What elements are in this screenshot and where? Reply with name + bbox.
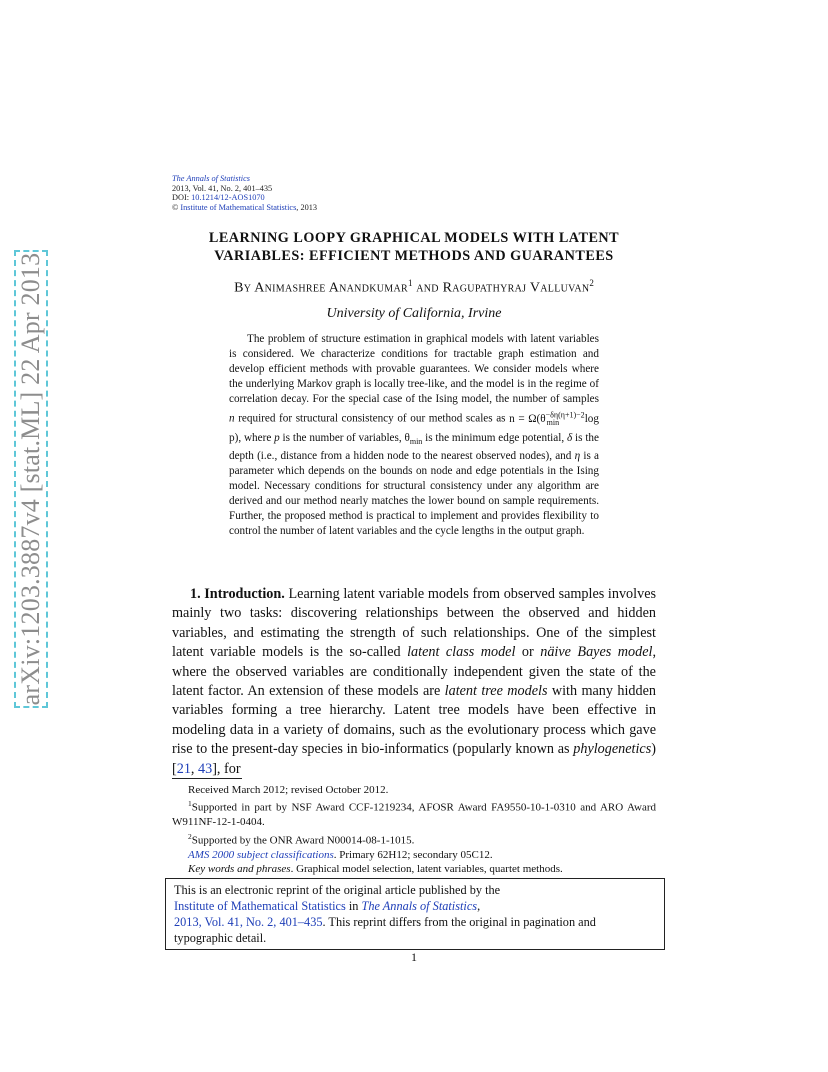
ims-link[interactable]: Institute of Mathematical Statistics [174,899,346,913]
author-1-footnote-mark: 1 [407,278,413,288]
journal-info [172,174,317,212]
affiliation: University of California, Irvine [326,306,502,321]
author-2: Ragupathyraj Valluvan [442,280,590,296]
journal-name-link[interactable]: The Annals of Statistics [172,174,250,183]
footnotes [172,783,656,876]
citation-link-21[interactable]: 21 [176,760,191,777]
arxiv-stamp [14,250,48,708]
ams-classification: AMS 2000 subject classifications. Primary 62H12; secondary 05C12. [188,848,493,861]
reprint-notice: This is an electronic reprint of the original article published by the Institute of Mathematical Statistics in The Annals of Statistics, 2013, Vol. 41, No. 2, 401–435. This reprint differs from the original in pagination and typographic detail. [165,878,665,950]
arxiv-identifier: arXiv:1203.3887v4 [stat.ML] 22 Apr 2013 [16,252,45,706]
ams-classification-link[interactable]: AMS 2000 subject classifications [188,848,334,861]
footnote-1: $^1$Supported in part by NSF Award CCF-1219234, AFOSR Award FA9550-10-1-0310 and ARO Award W911NF-12-1-0404. [172,799,656,829]
title-line-2: VARIABLES: EFFICIENT METHODS AND GUARANTEES [214,248,614,264]
paper-title [172,229,656,265]
introduction-section: 1. Introduction. Learning latent variable models from observed samples involves mainly two tasks: discovering relationships between the observed and hidden variables, and estimating the strength of such relationships. One of the simplest latent variable models is the so-called latent class model or näive Bayes model, where the observed variables are conditionally independent given the state of the latent factor. An extension of these models are latent tree models with many hidden variables forming a tree hierarchy. Latent tree models have been effective in modeling data in a variety of domains, such as the evolutionary process which gave rise to the present-day species in bio-informatics (popularly known as phylogenetics) [21, 43], for [172,586,657,777]
ims-copyright-link[interactable]: Institute of Mathematical Statistics [180,202,297,212]
doi-link[interactable]: 10.1214/12-AOS1070 [191,193,265,203]
volume-link[interactable]: 2013, Vol. 41, No. 2, 401–435 [174,915,323,929]
copyright-year: , 2013 [296,202,318,212]
author-2-footnote-mark: 2 [589,278,594,288]
received-date: Received March 2012; revised October 2012. [188,784,389,796]
keywords: Key words and phrases. Graphical model selection, latent variables, quartet methods. [188,862,563,875]
and-label: and [412,280,443,296]
footnote-rule [172,778,242,779]
abstract: The problem of structure estimation in graphical models with latent variables is considered. We characterize conditions for tractable graph estimation and develop efficient methods with provable guarantees. We consider models where the underlying Markov graph is locally tree-like, and the model is in the regime of correlation decay. For the special case of the Ising model, the number of samples n required for structural consistency of our method scales as $n = \Omega(\theta^{-\delta\eta(\eta+1)-2}_{min}$ log p), where p is the number of variables, $\theta_{min}$ is the minimum edge potential, δ is the depth (i.e., distance from a hidden node to the nearest observed nodes), and η is a parameter which depends on the bounds on node and edge potentials in the Ising model. Necessary conditions for structural consistency under any algorithm are derived and our method nearly matches the lower bound on sample requirements. Further, the proposed method is practical to implement and provides flexibility to control the number of latent variables and the cycle lengths in the output graph. [229,333,599,538]
sample-complexity-formula: $n = \Omega(\theta^{-\delta\eta(\eta+1)-2}_{min}$ log p) [229,410,599,444]
journal-volume: 2013, Vol. 41, No. 2, 401–435 [172,183,273,193]
author-1: Animashree Anandkumar [254,280,408,296]
citation-link-43[interactable]: 43 [198,760,213,777]
by-label: By [234,280,255,296]
doi-label: DOI: [172,193,192,203]
footnote-2: $^2$Supported by the ONR Award N00014-08-1-1015. [188,831,415,847]
page-number: 1 [411,950,417,964]
section-heading: 1. Introduction. [190,586,285,602]
authors [172,278,656,297]
copyright-icon: © [172,202,179,212]
annals-link[interactable]: The Annals of Statistics [361,899,478,913]
title-line-1: LEARNING LOOPY GRAPHICAL MODELS WITH LATENT [208,230,620,246]
